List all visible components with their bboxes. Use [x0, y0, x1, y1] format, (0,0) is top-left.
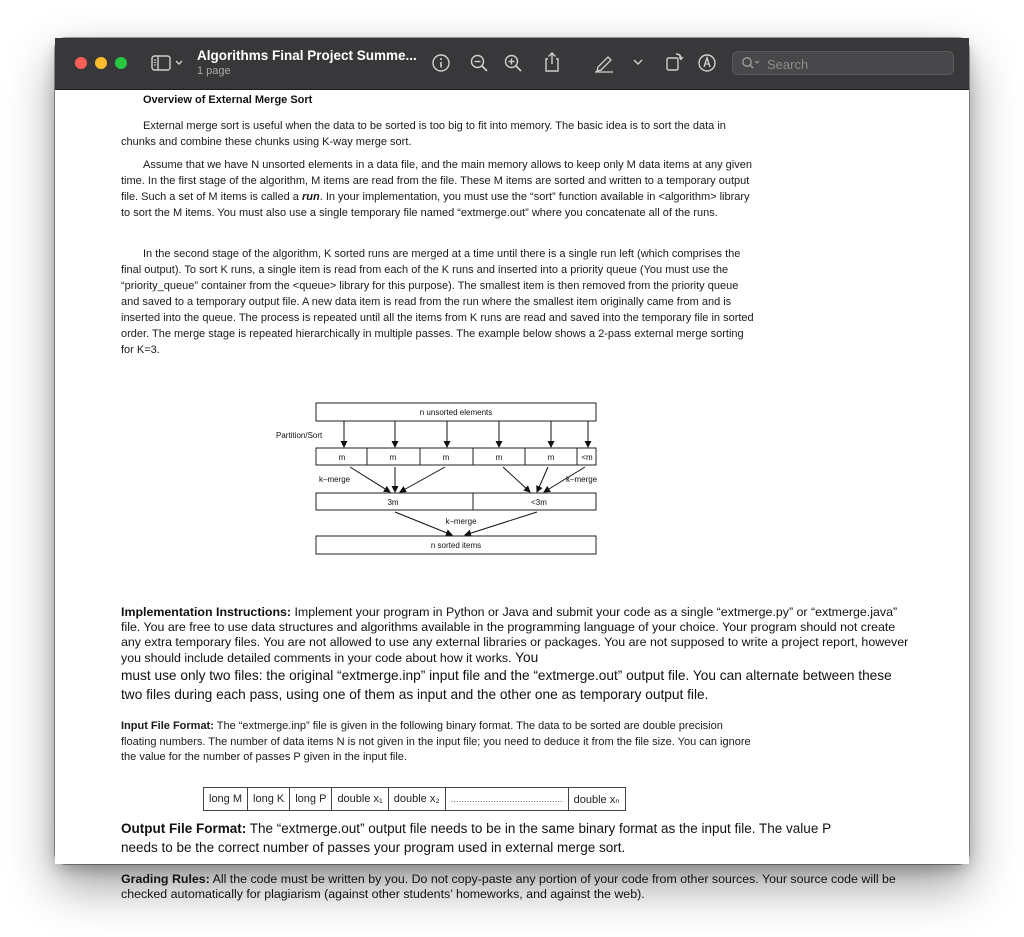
overview-heading: Overview of External Merge Sort — [143, 94, 313, 106]
zoom-out-button[interactable] — [469, 53, 489, 73]
merge-sort-diagram — [255, 400, 635, 560]
impl-text-a: Implement your program in Python or Java and submit your code as a single “extmerge.py” or “extmerge.java” file. You are free to use data structures and algorithms available in the programming language of your choice. Your program should not create any extra temporary files. You are not allowed to use any external libraries or packages. You are not supposed to write a project report, however you should include detailed comments in your code about how it works. — [121, 605, 909, 665]
chunk-label: <m — [581, 453, 593, 462]
run-label-right: <3m — [531, 498, 547, 507]
output-text: The “extmerge.out” output file needs to be in the same binary format as the input file. The value P needs to be the correct number of passes your program used in external merge sort. — [121, 821, 831, 855]
unsorted-label: n unsorted elements — [419, 408, 493, 417]
share-icon — [542, 51, 562, 73]
grading-rules-paragraph — [121, 872, 911, 902]
kmerge-bottom-label: k–merge — [445, 517, 477, 526]
impl-text-b: You — [511, 650, 539, 665]
grading-label: Grading Rules: — [121, 872, 210, 886]
impl-label: Implementation Instructions: — [121, 605, 292, 619]
share-button[interactable] — [542, 51, 562, 73]
page-count: 1 page — [197, 65, 231, 77]
format-cell: double xₙ — [568, 788, 625, 811]
markup-button[interactable] — [593, 53, 615, 73]
table-row — [204, 788, 626, 811]
rotate-button[interactable] — [664, 52, 684, 72]
paragraph-2-text-b: . In your implementation, you must use the “sort” function available in <algorithm> library to sort the M items. You must also use a single temporary file named “extmerge.out” where you concatenate all of the runs. — [121, 191, 750, 219]
minimize-window-button[interactable] — [95, 57, 107, 69]
chunk-label: m — [495, 453, 503, 462]
output-format-paragraph — [121, 819, 861, 857]
search-field[interactable] — [732, 51, 954, 75]
run-term: run — [301, 191, 320, 203]
highlight-button[interactable] — [697, 53, 717, 73]
pen-icon — [593, 53, 615, 73]
format-cell: …………………………………… — [445, 788, 568, 811]
zoom-out-icon — [469, 53, 489, 73]
markup-menu-button[interactable] — [632, 57, 644, 67]
run-label-left: 3m — [387, 498, 399, 507]
search-icon — [741, 56, 761, 70]
paragraph-2-text-a: Assume that we have N unsorted elements in a data file, and the main memory allows to keep only M data items at any given time. In the first stage of the algorithm, M items are read from the file. These M items are sorted and written to a temporary output file. Such a set of M items is called a — [121, 159, 752, 203]
overview-paragraph-3: In the second stage of the algorithm, K sorted runs are merged at a time until there is a single run left (which comprises the final output). To sort K runs, a single item is read from each of the K runs and inserted into a priority queue (You must use the “priority_queue” container from the <queue> library for this purpose). The smallest item is then removed from the priority queue and saved to a temporary output file. A new data item is read from the run where the smallest item originally came from and is inserted into the queue. The process is repeated until all the items from K runs are read and saved into the temporary file in sorted order. The merge stage is repeated hierarchically in multiple passes. The example below shows a 2-pass external merge sorting for K=3. — [121, 248, 754, 356]
zoom-in-icon — [503, 53, 523, 73]
partition-label: Partition/Sort — [276, 431, 323, 440]
format-cell: long M — [204, 788, 248, 811]
document-title[interactable]: Algorithms Final Project Summe... — [197, 48, 417, 63]
highlight-icon — [697, 53, 717, 73]
chunk-label: m — [389, 453, 397, 462]
grading-text: All the code must be written by you. Do not copy-paste any portion of your code from other sources. Your source code will be checked automatically for plagiarism (against other students’ homeworks, and against the web). — [121, 872, 896, 901]
overview-paragraph-2 — [121, 157, 756, 221]
search-input[interactable] — [765, 54, 949, 74]
zoom-window-button[interactable] — [115, 57, 127, 69]
format-cell: double x₂ — [388, 788, 445, 811]
zoom-in-button[interactable] — [503, 53, 523, 73]
chunk-label: m — [547, 453, 555, 462]
info-button[interactable] — [431, 53, 451, 73]
input-format-table — [203, 787, 626, 811]
close-window-button[interactable] — [75, 57, 87, 69]
runs-box — [316, 493, 596, 510]
output-label: Output File Format: — [121, 821, 247, 836]
impl-paragraph-a — [121, 605, 911, 666]
preview-window — [55, 38, 969, 901]
format-cell: long P — [290, 788, 332, 811]
format-cell: double x₁ — [332, 788, 388, 811]
title-bar — [55, 38, 969, 90]
chevron-down-icon — [632, 57, 644, 67]
chunk-label: m — [338, 453, 346, 462]
chunk-label: m — [442, 453, 450, 462]
impl-text-c: must use only two files: the original “extmerge.inp” input file and the “extmerge.out” output file. You can alternate between these two files during each pass, using one of them as input and the other one as temporary output file. — [121, 668, 892, 702]
kmerge-right-label: k–merge — [566, 475, 598, 484]
sorted-label: n sorted items — [430, 541, 482, 550]
rotate-icon — [664, 52, 684, 72]
implementation-instructions — [121, 605, 911, 704]
sidebar-icon — [151, 55, 187, 71]
kmerge-left-label: k–merge — [319, 475, 351, 484]
sidebar-toggle-button[interactable] — [151, 55, 187, 71]
input-text: The “extmerge.inp” file is given in the following binary format. The data to be sorted are double precision floating numbers. The number of data items N is not given in the input file; you need to deduce it from the file size. You can ignore the value for the number of passes P given in the input file. — [121, 720, 751, 763]
overview-paragraph-1: External merge sort is useful when the data to be sorted is too big to fit into memory. The basic idea is to sort the data in chunks and combine these chunks using K-way merge sort. — [121, 120, 726, 148]
input-format-paragraph — [121, 719, 761, 766]
format-cell: long K — [248, 788, 290, 811]
input-label: Input File Format: — [121, 720, 214, 732]
info-icon — [431, 53, 451, 73]
document-page — [55, 90, 969, 901]
